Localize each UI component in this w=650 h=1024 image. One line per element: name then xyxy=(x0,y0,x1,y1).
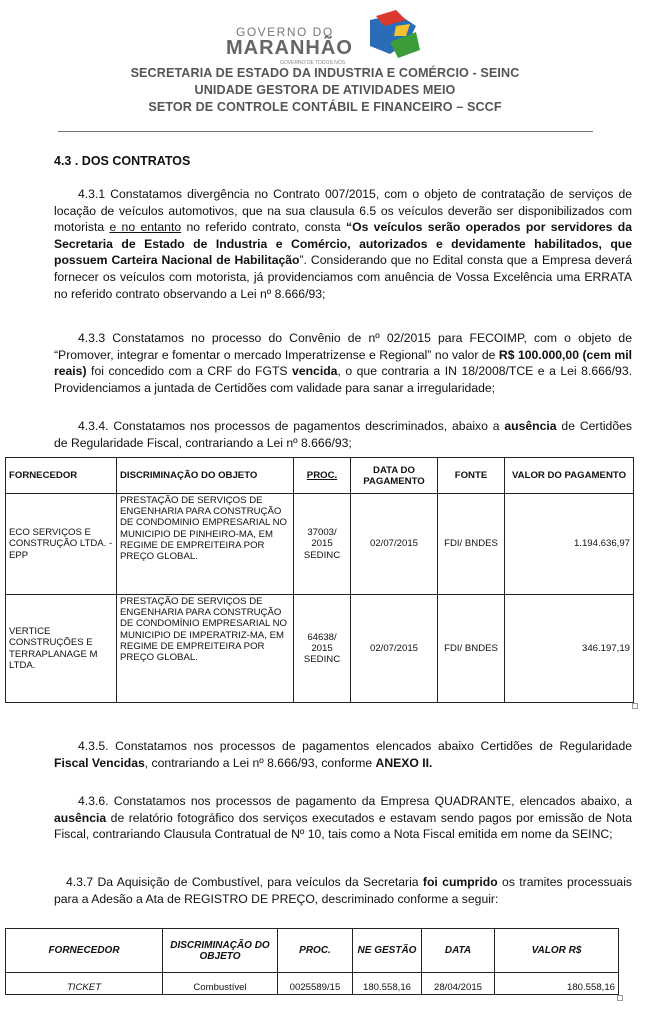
col-fonte: FONTE xyxy=(438,458,505,494)
table-row xyxy=(6,494,634,595)
cell-ne: 180.558,16 xyxy=(353,973,422,995)
col-proc: PROC. xyxy=(278,929,353,973)
header-line-3: SETOR DE CONTROLE CONTÁBIL E FINANCEIRO – SCCF xyxy=(148,100,502,114)
table-resize-handle[interactable] xyxy=(617,995,623,1001)
col-valor: VALOR DO PAGAMENTO xyxy=(505,458,634,494)
logo-text-governo: GOVERNO DO xyxy=(236,25,334,39)
cell-fornecedor: ECO SERVIÇOS E CONSTRUÇÃO LTDA. - EPP xyxy=(6,494,117,595)
cell-valor: 1.194.636,97 xyxy=(505,494,634,595)
table-header-row xyxy=(6,458,634,494)
table-header-row xyxy=(6,929,619,973)
table-resize-handle[interactable] xyxy=(632,703,638,709)
cell-data: 02/07/2015 xyxy=(351,494,438,595)
col-data: DATA DO PAGAMENTO xyxy=(351,458,438,494)
col-proc: PROC. xyxy=(294,458,351,494)
header-line-1: SECRETARIA DE ESTADO DA INDUSTRIA E COMÉRCIO - SEINC xyxy=(130,66,520,80)
cell-objeto: PRESTAÇÃO DE SERVIÇOS DE ENGENHARIA PARA CONSTRUÇÃO DE CONDOMINIO EMPRESARIAL NO MUNICIPIO DE PINHEIRO-MA, EM REGIME DE EMPREITEIRA POR PREÇO GLOBAL. xyxy=(117,494,294,595)
col-ne: NE GESTÃO xyxy=(353,929,422,973)
logo-text-maranhao: MARANHÃO xyxy=(226,37,353,59)
paragraph-4-3-1: 4.3.1 Constatamos divergência no Contrato 007/2015, com o objeto de contratação de serviços de locação de veículos automotivos, que na sua clausula 6.5 os veículos deverão ser disponibilizados com motorista e no entanto no referido contrato, consta “Os veículos serão operados por servidores da Secretaria de Estado de Industria e Comércio, autorizados e devidamente habilitados, que possuem Carteira Nacional de Habilitação”. Considerando que no Edital consta que a Empresa deverá fornecer os veículos com motorista, já providenciamos com anuência de Vossa Excelência uma ERRATA no referido contrato observando a Lei nº 8.666/93; xyxy=(54,187,632,301)
cell-proc: 37003/ 2015 SEDINC xyxy=(294,494,351,595)
paragraph-4-3-3: 4.3.3 Constatamos no processo do Convênio de nº 02/2015 para FECOIMP, com o objeto de “Promover, integrar e fomentar o mercado Imperatrizense e Regional” no valor de R$ 100.000,00 (cem mil reais) foi concedido com a CRF do FGTS vencida, o que contraria a IN 18/2008/TCE e a Lei 8.666/93. Providenciamos a juntada de Certidões com validade para sanar a irregularidade; xyxy=(54,331,633,395)
cell-fonte: FDI/ BNDES xyxy=(438,494,505,595)
paragraph-4-3-5: 4.3.5. Constatamos nos processos de pagamentos elencados abaixo Certidões de Regularidade Fiscal Vencidas, contrariando a Lei nº 8.666/93, conforme ANEXO II. xyxy=(54,739,632,770)
cell-data: 02/07/2015 xyxy=(351,595,438,703)
table-row xyxy=(6,973,619,995)
payments-table xyxy=(5,457,634,703)
cell-valor: 346.197,19 xyxy=(505,595,634,703)
header-line-2: UNIDADE GESTORA DE ATIVIDADES MEIO xyxy=(194,83,456,97)
fuel-table xyxy=(5,928,619,995)
paragraph-4-3-7: 4.3.7 Da Aquisição de Combustível, para veículos da Secretaria foi cumprido os tramites processuais para a Adesão a Ata de REGISTRO DE PREÇO, descriminado conforme a seguir: xyxy=(54,875,632,906)
cell-fornecedor: VERTICE CONSTRUÇÕES E TERRAPLANAGE M LTDA. xyxy=(6,595,117,703)
cell-proc: 0025589/15 xyxy=(278,973,353,995)
cell-fonte: FDI/ BNDES xyxy=(438,595,505,703)
section-title: 4.3 . DOS CONTRATOS xyxy=(54,154,191,168)
col-data: DATA xyxy=(422,929,495,973)
cell-fornecedor: TICKET xyxy=(6,973,163,995)
col-discriminacao: DISCRIMINAÇÃO DO OBJETO xyxy=(163,929,278,973)
logo-text-slogan: GOVERNO DE TODOS NÓS xyxy=(280,60,346,66)
cell-objeto: Combustível xyxy=(163,973,278,995)
col-fornecedor: FORNECEDOR xyxy=(6,929,163,973)
col-fornecedor: FORNECEDOR xyxy=(6,458,117,494)
table-row xyxy=(6,595,634,703)
cell-data: 28/04/2015 xyxy=(422,973,495,995)
governo-maranhao-logo xyxy=(220,6,430,72)
col-discriminacao: DISCRIMINAÇÃO DO OBJETO xyxy=(117,458,294,494)
col-valor: VALOR R$ xyxy=(495,929,619,973)
cell-valor: 180.558,16 xyxy=(495,973,619,995)
cell-proc: 64638/ 2015 SEDINC xyxy=(294,595,351,703)
paragraph-4-3-6: 4.3.6. Constatamos nos processos de pagamento da Empresa QUADRANTE, elencados abaixo, a ausência de relatório fotográfico dos serviços executados e estavam sendo pagos por emissão de Nota Fiscal, contrariando Clausula Contratual de Nº 10, tais como a Nota Fiscal emitida em nome da SEINC; xyxy=(54,794,632,842)
header-divider xyxy=(58,131,593,132)
paragraph-4-3-4: 4.3.4. Constatamos nos processos de pagamentos descriminados, abaixo a ausência de Certidões de Regularidade Fiscal, contrariando a Lei nº 8.666/93; xyxy=(54,419,632,450)
cell-objeto: PRESTAÇÃO DE SERVIÇOS DE ENGENHARIA PARA CONSTRUÇÃO DE CONDOMÍNIO EMPRESARIAL NO MUNICIPIO DE IMPERATRIZ-MA, EM REGIME DE EMPREITEIRA POR PREÇO GLOBAL. xyxy=(117,595,294,703)
